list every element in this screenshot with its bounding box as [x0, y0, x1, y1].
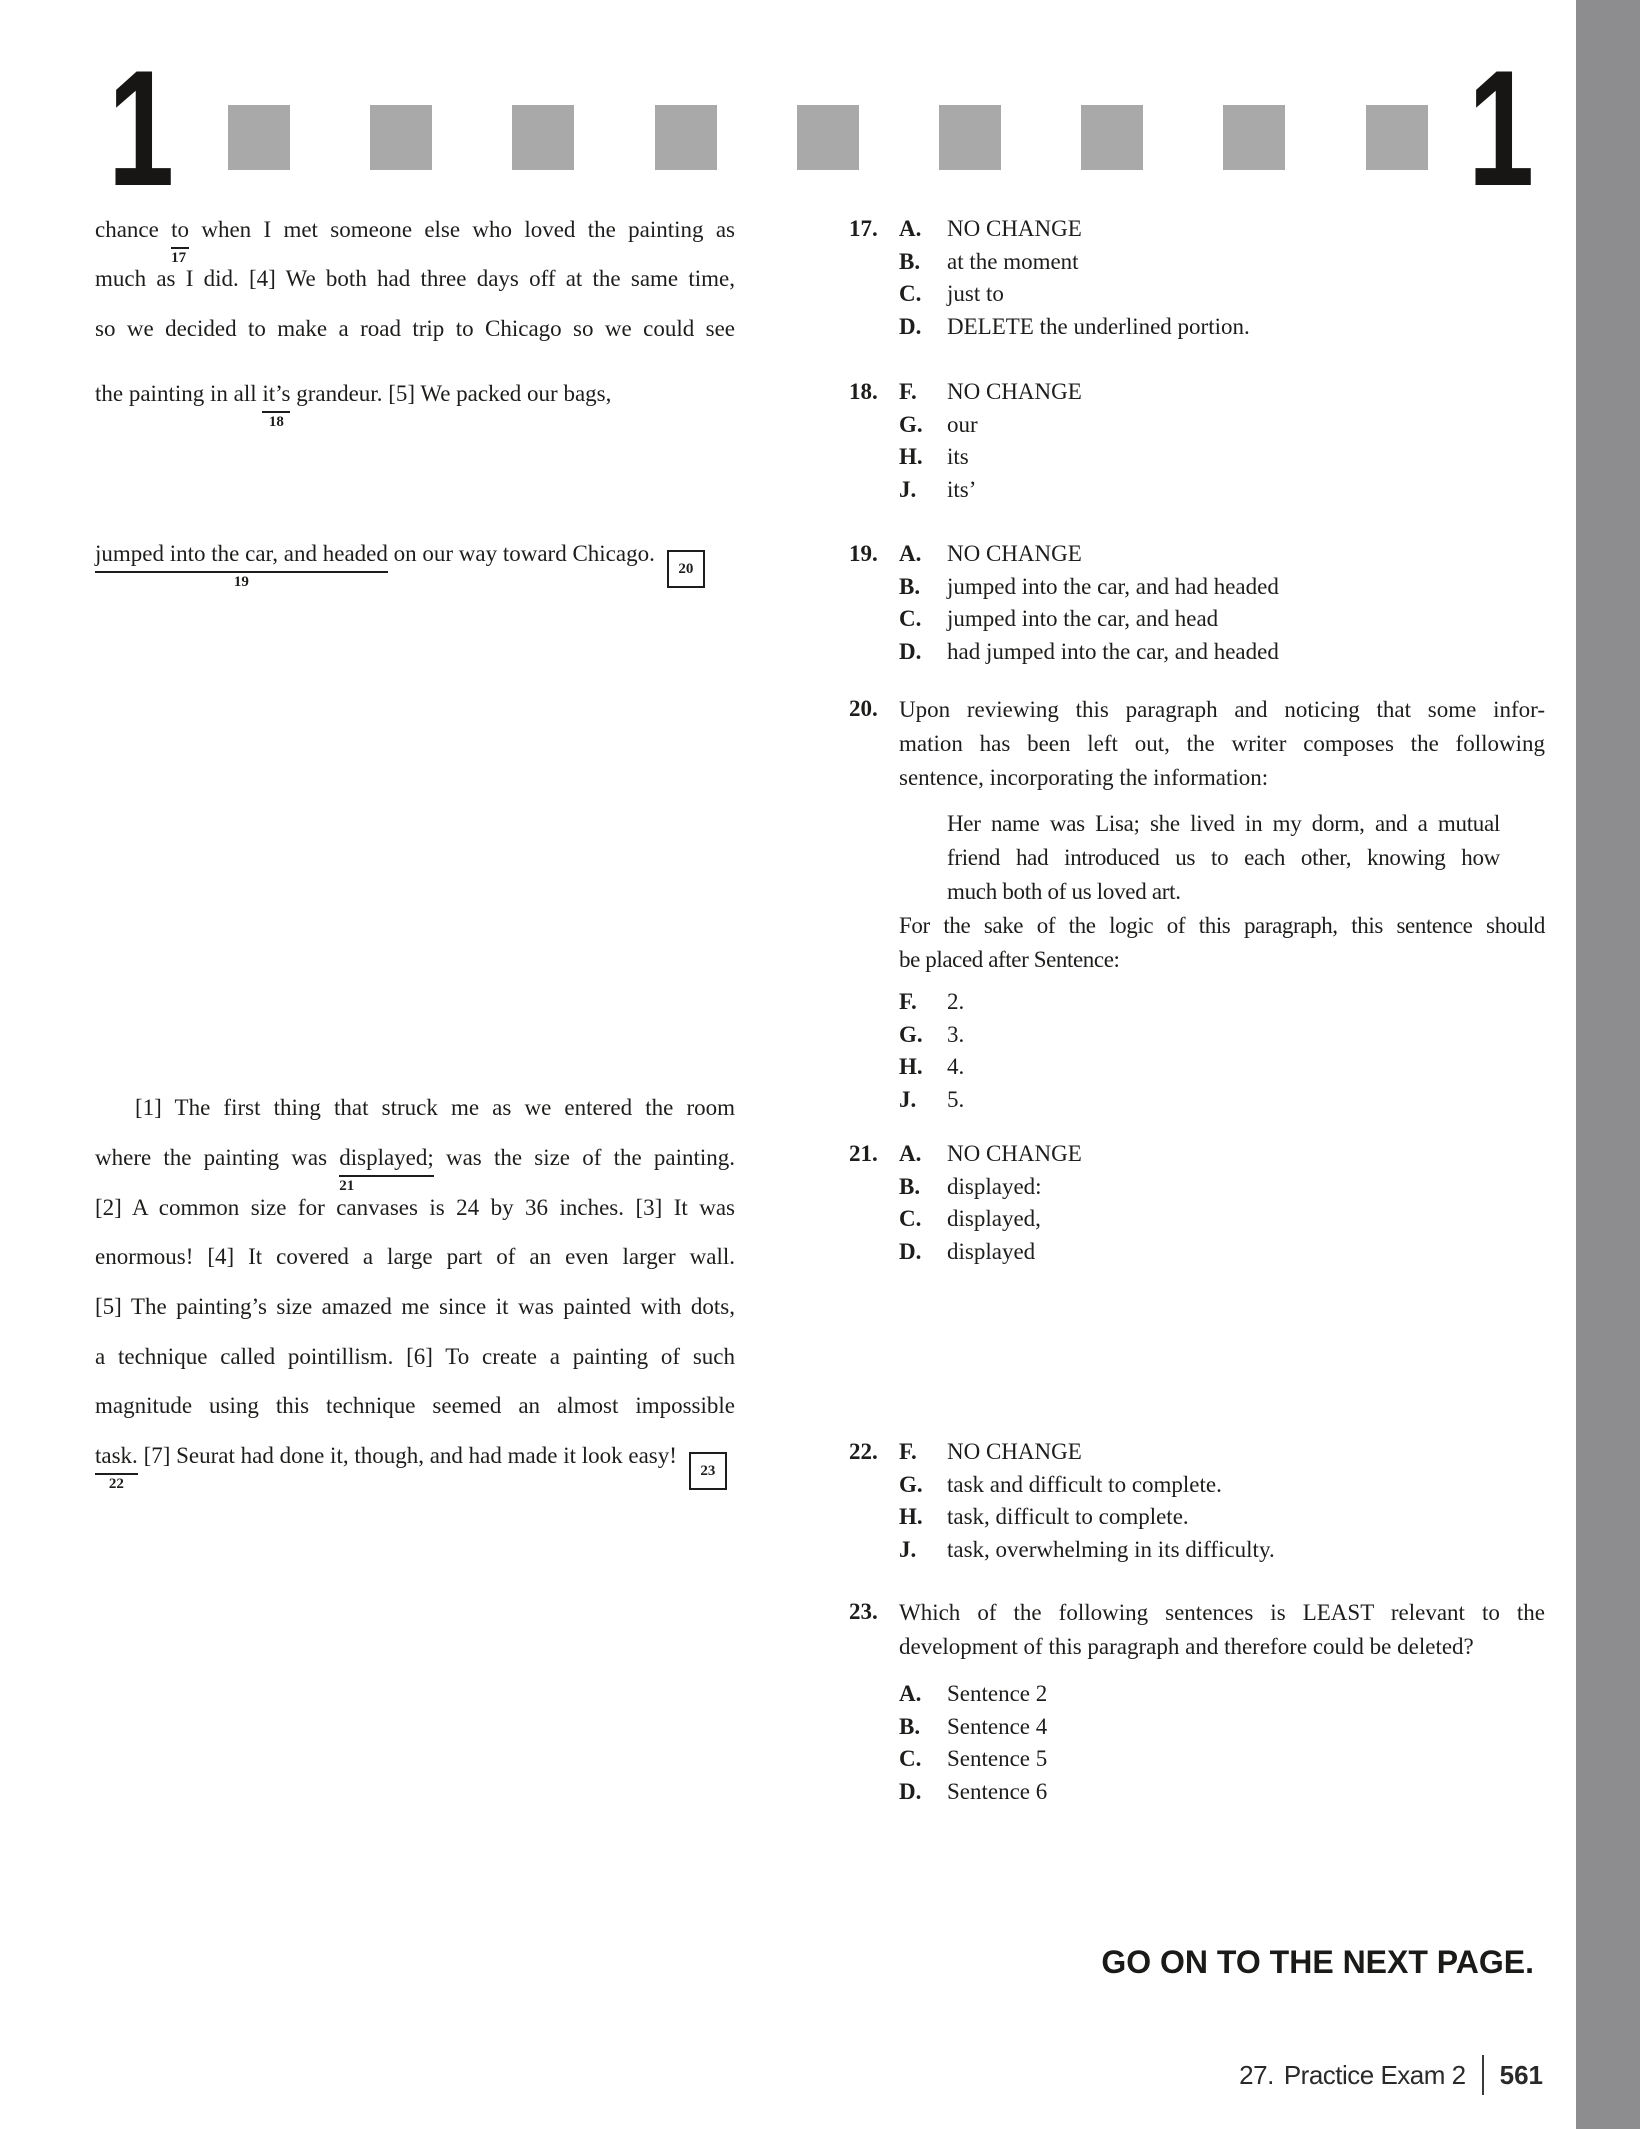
underline-number: 17 [171, 250, 187, 266]
option-letter: A. [899, 1141, 922, 1166]
underlined-text: task. [95, 1443, 138, 1468]
passage-text: enormous! [4] It covered a large part of an even larger wall. [95, 1244, 735, 1269]
answer-option [899, 1019, 1545, 1052]
answer-option [899, 1138, 1545, 1171]
question-box-number: 20 [667, 550, 705, 588]
option-letter: G. [899, 1021, 923, 1047]
option-text: NO CHANGE [947, 541, 1082, 566]
option-letter: B. [899, 248, 921, 274]
answer-option [899, 1711, 1545, 1744]
answer-option [899, 1171, 1545, 1204]
passage-text: so we decided to make a road trip to Chicago so we could see [95, 316, 735, 341]
question-stem [899, 1596, 1545, 1664]
option-letter: F. [899, 989, 917, 1014]
answer-option [899, 636, 1545, 669]
question-number: 19. [849, 541, 878, 566]
option-text: NO CHANGE [947, 1141, 1082, 1166]
question [849, 1138, 1549, 1268]
quote-line: friend had introduced us to each other, knowing how [947, 845, 1500, 870]
answer-option [899, 311, 1545, 344]
quote-line: Her name was Lisa; she lived in my dorm, and a mutual [947, 811, 1500, 836]
underlined-segment [339, 1144, 434, 1194]
option-letter: C. [899, 281, 922, 306]
underline-number: 19 [233, 574, 249, 590]
underlined-text: displayed; [339, 1145, 434, 1170]
answer-option [899, 1501, 1545, 1534]
answer-option [899, 571, 1545, 604]
option-letter: A. [899, 216, 922, 241]
option-text: DELETE the underlined portion. [947, 313, 1250, 339]
question [849, 213, 1549, 343]
option-text: 5. [947, 1086, 965, 1112]
answer-option [899, 1678, 1545, 1711]
header-square [655, 105, 717, 170]
passage-text: on our way toward Chicago. [387, 541, 655, 566]
option-text: Sentence 2 [947, 1681, 1048, 1706]
option-text: just to [947, 281, 1004, 306]
header-square [1081, 105, 1143, 170]
option-text: Sentence 6 [947, 1778, 1048, 1804]
option-text: our [947, 411, 978, 437]
question-body [899, 538, 1545, 668]
option-letter: H. [899, 1054, 923, 1079]
option-letter: J. [899, 1536, 917, 1562]
option-letter: A. [899, 541, 922, 566]
chapter-title: Practice Exam 2 [1283, 2059, 1466, 2090]
passage-text: grandeur. [5] We packed our bags, [290, 381, 612, 406]
answer-option [899, 1436, 1545, 1469]
question-quote [947, 807, 1500, 909]
stem-line: Upon reviewing this paragraph and noticing that some infor- [899, 697, 1545, 722]
underline-number: 18 [268, 414, 284, 430]
answer-option [899, 1236, 1545, 1269]
option-letter: C. [899, 606, 922, 631]
answer-option [899, 409, 1545, 442]
option-letter: J. [899, 1086, 917, 1112]
option-text: 2. [947, 989, 965, 1014]
option-text: NO CHANGE [947, 1439, 1082, 1464]
passage-line [95, 1144, 735, 1194]
option-letter: G. [899, 1471, 923, 1497]
header-square [1366, 105, 1428, 170]
question-body [899, 213, 1545, 343]
option-letter: J. [899, 476, 917, 502]
footer-divider [1482, 2055, 1484, 2095]
section-number-left: 1 [108, 36, 175, 220]
page-footer-info [1239, 2055, 1543, 2095]
quote-line: much both of us loved art. [947, 879, 1181, 904]
header-square [797, 105, 859, 170]
option-text: NO CHANGE [947, 216, 1082, 241]
passage-line [95, 315, 735, 342]
answer-options [899, 1436, 1545, 1566]
underlined-text: to [171, 217, 190, 242]
passage-text: a technique called pointillism. [6] To create a painting of such [95, 1344, 735, 1369]
passage-line [95, 540, 735, 588]
question-number: 21. [849, 1141, 878, 1166]
answer-options [899, 213, 1545, 343]
answer-options [899, 538, 1545, 668]
option-letter: D. [899, 638, 922, 664]
question-box-number: 23 [689, 1452, 727, 1490]
question-followup [899, 909, 1545, 977]
option-letter: H. [899, 444, 923, 469]
option-text: NO CHANGE [947, 379, 1082, 404]
answer-option [899, 474, 1545, 507]
underlined-text: jumped into the car, and headed [95, 541, 388, 566]
option-text: 3. [947, 1021, 965, 1047]
passage-line [95, 265, 735, 292]
passage-text: was the size of the painting. [433, 1145, 735, 1170]
answer-option [899, 1469, 1545, 1502]
option-letter: A. [899, 1681, 922, 1706]
option-letter: F. [899, 1439, 917, 1464]
underline-number: 22 [108, 1476, 124, 1492]
answer-option [899, 1534, 1545, 1567]
passage-line [95, 1243, 735, 1270]
answer-option [899, 1203, 1545, 1236]
go-on-instruction: GO ON TO THE NEXT PAGE. [1101, 1944, 1534, 1980]
answer-option [899, 603, 1545, 636]
chapter-number: 27. [1239, 2059, 1274, 2090]
passage-line [95, 1194, 735, 1221]
passage-line [95, 1343, 735, 1370]
option-text: displayed, [947, 1206, 1041, 1231]
option-letter: H. [899, 1504, 923, 1529]
answer-option [899, 376, 1545, 409]
passage-text: magnitude using this technique seemed an almost impossible [95, 1393, 735, 1418]
option-text: task, difficult to complete. [947, 1504, 1189, 1529]
stem-line: Which of the following sentences is LEAST relevant to the [899, 1600, 1545, 1625]
followup-line: For the sake of the logic of this paragraph, this sentence should [899, 913, 1545, 938]
answer-option [899, 246, 1545, 279]
answer-option [899, 278, 1545, 311]
question-body [899, 376, 1545, 506]
stem-line: development of this paragraph and therefore could be deleted? [899, 1634, 1474, 1659]
option-text: Sentence 4 [947, 1713, 1048, 1739]
option-text: its [947, 444, 969, 469]
passage-text: the painting in all [95, 381, 263, 406]
question-body [899, 1436, 1545, 1566]
answer-option [899, 1743, 1545, 1776]
underlined-segment [262, 380, 291, 430]
question-number: 20. [849, 696, 878, 721]
header-square [939, 105, 1001, 170]
option-letter: D. [899, 313, 922, 339]
answer-option [899, 986, 1545, 1019]
answer-options [899, 1678, 1545, 1808]
question-number: 22. [849, 1439, 878, 1464]
answer-option [899, 1051, 1545, 1084]
option-text: displayed: [947, 1173, 1042, 1199]
answer-options [899, 376, 1545, 506]
underlined-segment [171, 216, 190, 266]
option-letter: G. [899, 411, 923, 437]
question-body [899, 1138, 1545, 1268]
passage-text: [2] A common size for canvases is 24 by 36 inches. [3] It was [95, 1195, 735, 1220]
passage-text: where the painting was [95, 1145, 340, 1170]
underlined-text: it’s [262, 381, 291, 406]
answer-options [899, 986, 1545, 1116]
option-text: Sentence 5 [947, 1746, 1048, 1771]
passage-text: [1] The first thing that struck me as we entered the room [135, 1095, 735, 1120]
option-letter: D. [899, 1778, 922, 1804]
option-text: task and difficult to complete. [947, 1471, 1222, 1497]
underlined-segment [95, 1442, 138, 1492]
question-stem [899, 693, 1545, 795]
question [849, 693, 1549, 1116]
passage-line [95, 1392, 735, 1419]
stem-line: mation has been left out, the writer composes the following [899, 731, 1545, 756]
header-square [512, 105, 574, 170]
question-number: 17. [849, 216, 878, 241]
question [849, 1436, 1549, 1566]
passage-text: [7] Seurat had done it, though, and had made it look easy! [137, 1443, 677, 1468]
passage-line [95, 380, 735, 430]
question [849, 1596, 1549, 1808]
option-text: had jumped into the car, and headed [947, 638, 1279, 664]
header-square [370, 105, 432, 170]
underline-number: 21 [339, 1178, 355, 1194]
passage-line [95, 216, 735, 266]
passage-text: chance [95, 217, 172, 242]
option-letter: B. [899, 573, 921, 599]
header-square [228, 105, 290, 170]
option-letter: B. [899, 1173, 921, 1199]
answer-option [899, 1776, 1545, 1809]
question-body [899, 693, 1545, 1116]
header-square [1223, 105, 1285, 170]
option-text: jumped into the car, and had headed [947, 573, 1279, 599]
section-number-right: 1 [1468, 36, 1535, 220]
option-text: task, overwhelming in its difficulty. [947, 1536, 1275, 1562]
passage-line [95, 1094, 735, 1121]
option-letter: C. [899, 1206, 922, 1231]
answer-option [899, 213, 1545, 246]
question-number: 23. [849, 1599, 878, 1624]
page-edge-bar [1576, 0, 1640, 2129]
followup-line: be placed after Sentence: [899, 947, 1120, 972]
question-number: 18. [849, 379, 878, 404]
option-letter: D. [899, 1238, 922, 1264]
passage-line [95, 1293, 735, 1320]
option-text: its’ [947, 476, 977, 502]
option-text: at the moment [947, 248, 1079, 274]
option-letter: F. [899, 379, 917, 404]
option-letter: C. [899, 1746, 922, 1771]
passage-line [95, 1442, 735, 1490]
passage-text: [5] The painting’s size amazed me since it was painted with dots, [95, 1294, 735, 1319]
option-text: displayed [947, 1238, 1036, 1264]
question-body [899, 1596, 1545, 1808]
page-number: 561 [1499, 2059, 1543, 2090]
option-text: 4. [947, 1054, 965, 1079]
option-text: jumped into the car, and head [947, 606, 1219, 631]
underlined-segment [95, 540, 388, 590]
option-letter: B. [899, 1713, 921, 1739]
answer-option [899, 538, 1545, 571]
answer-option [899, 1084, 1545, 1117]
answer-option [899, 441, 1545, 474]
question [849, 538, 1549, 668]
passage-text: when I met someone else who loved the painting as [189, 217, 735, 242]
passage-text: much as I did. [4] We both had three days off at the same time, [95, 266, 735, 291]
stem-line: sentence, incorporating the information: [899, 765, 1269, 790]
answer-options [899, 1138, 1545, 1268]
question [849, 376, 1549, 506]
